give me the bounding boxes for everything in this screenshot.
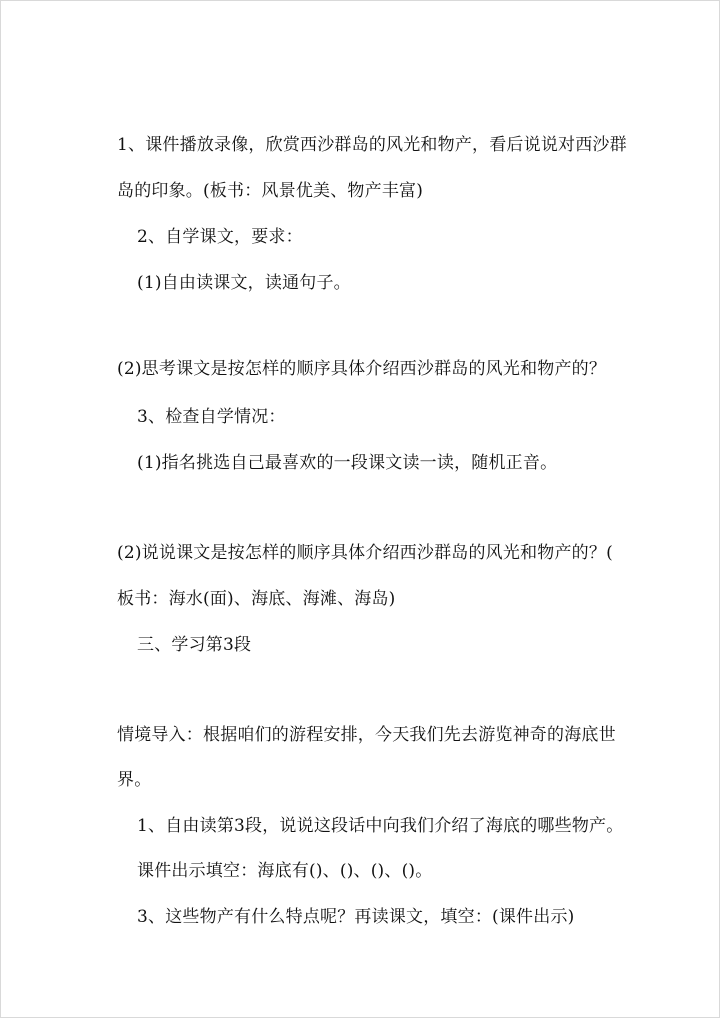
- text-line: 课件出示填空：海底有()、()、()、()。: [137, 861, 433, 881]
- section-heading: 三、学习第3段: [137, 635, 252, 655]
- text-line: 界。: [117, 770, 152, 790]
- text-line: 情境导入：根据咱们的游程安排，今天我们先去游览神奇的海底世: [117, 725, 616, 745]
- text-line: (2)说说课文是按怎样的顺序具体介绍西沙群岛的风光和物产的？(: [117, 543, 613, 563]
- text-line: 3、检查自学情况：: [137, 407, 286, 427]
- text-line: 1、课件播放录像，欣赏西沙群岛的风光和物产，看后说说对西沙群: [117, 135, 627, 155]
- text-line: 岛的印象。(板书：风景优美、物产丰富): [117, 181, 424, 201]
- text-line: 1、自由读第3段，说说这段话中向我们介绍了海底的哪些物产。: [137, 816, 624, 836]
- text-line: 板书：海水(面)、海底、海滩、海岛): [117, 589, 396, 609]
- text-line: (1)自由读课文，读通句子。: [137, 273, 351, 293]
- text-line: 3、这些物产有什么特点呢？再读课文，填空：(课件出示): [137, 907, 575, 927]
- text-line: 2、自学课文，要求：: [137, 227, 303, 247]
- text-line: (1)指名挑选自己最喜欢的一段课文读一读，随机正音。: [137, 453, 558, 473]
- text-line: (2)思考课文是按怎样的顺序具体介绍西沙群岛的风光和物产的？: [117, 359, 607, 379]
